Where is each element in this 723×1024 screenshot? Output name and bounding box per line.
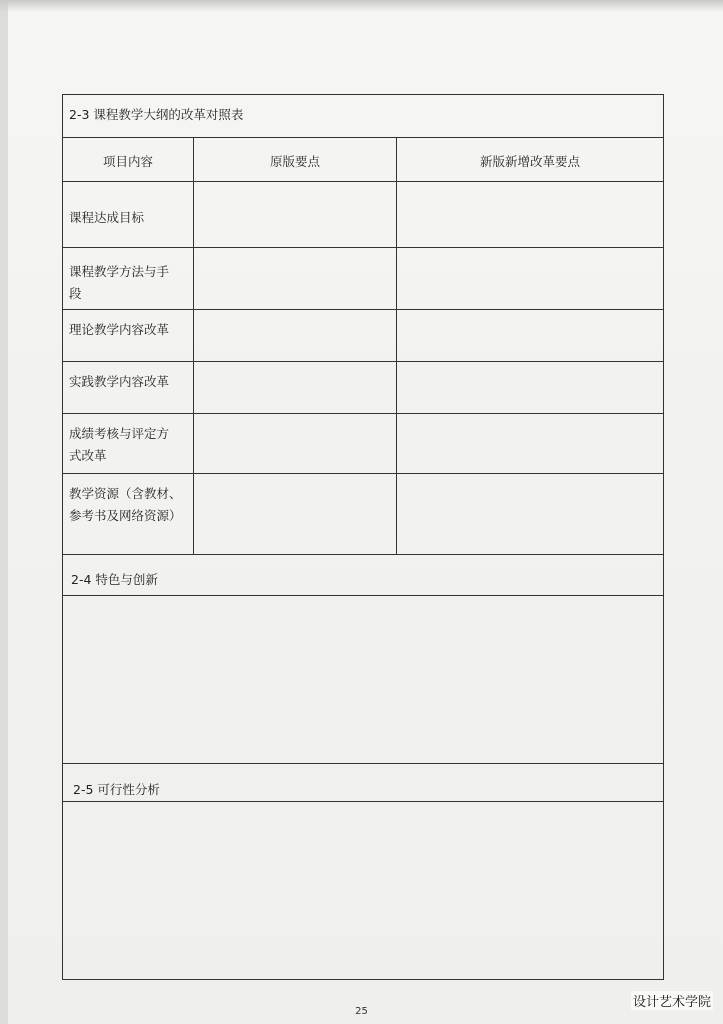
- header-original-points: 原版要点: [269, 154, 320, 169]
- row-label-practice-reform: 实践教学内容改革: [69, 374, 170, 389]
- section-2-5-title-line: [63, 801, 663, 802]
- row-label-theory-reform: 理论教学内容改革: [69, 322, 170, 337]
- reform-form-frame: [62, 94, 664, 980]
- row-divider-1: [63, 247, 663, 248]
- row-divider-2: [63, 309, 663, 310]
- table-header-top-line: [63, 137, 663, 138]
- section-title-2-5: 2-5 可行性分析: [73, 782, 160, 797]
- column-divider-2: [396, 137, 397, 554]
- section-title-2-4: 2-4 特色与创新: [71, 572, 158, 587]
- row-divider-4: [63, 413, 663, 414]
- table-header-bottom-line: [63, 181, 663, 182]
- page-top-shadow: [0, 0, 723, 12]
- section-2-4-title-line: [63, 595, 663, 596]
- section-title-2-3: 2-3 课程教学大纲的改革对照表: [69, 107, 244, 122]
- table-bottom-line: [63, 554, 663, 555]
- row-label-teaching-resources: 教学资源（含教材、 参考书及网络资源）: [69, 486, 182, 523]
- header-item-content: 项目内容: [102, 154, 153, 169]
- page-number: 25: [355, 1006, 368, 1017]
- row-label-course-objectives: 课程达成目标: [69, 210, 145, 225]
- row-divider-3: [63, 361, 663, 362]
- header-new-reform-points: 新版新增改革要点: [479, 154, 580, 169]
- source-watermark: 设计艺术学院: [631, 991, 713, 1010]
- row-divider-5: [63, 473, 663, 474]
- row-label-teaching-methods: 课程教学方法与手 段: [69, 264, 170, 301]
- column-divider-1: [193, 137, 194, 554]
- row-label-assessment-reform: 成绩考核与评定方 式改革: [69, 426, 170, 463]
- section-2-5-top-line: [63, 763, 663, 764]
